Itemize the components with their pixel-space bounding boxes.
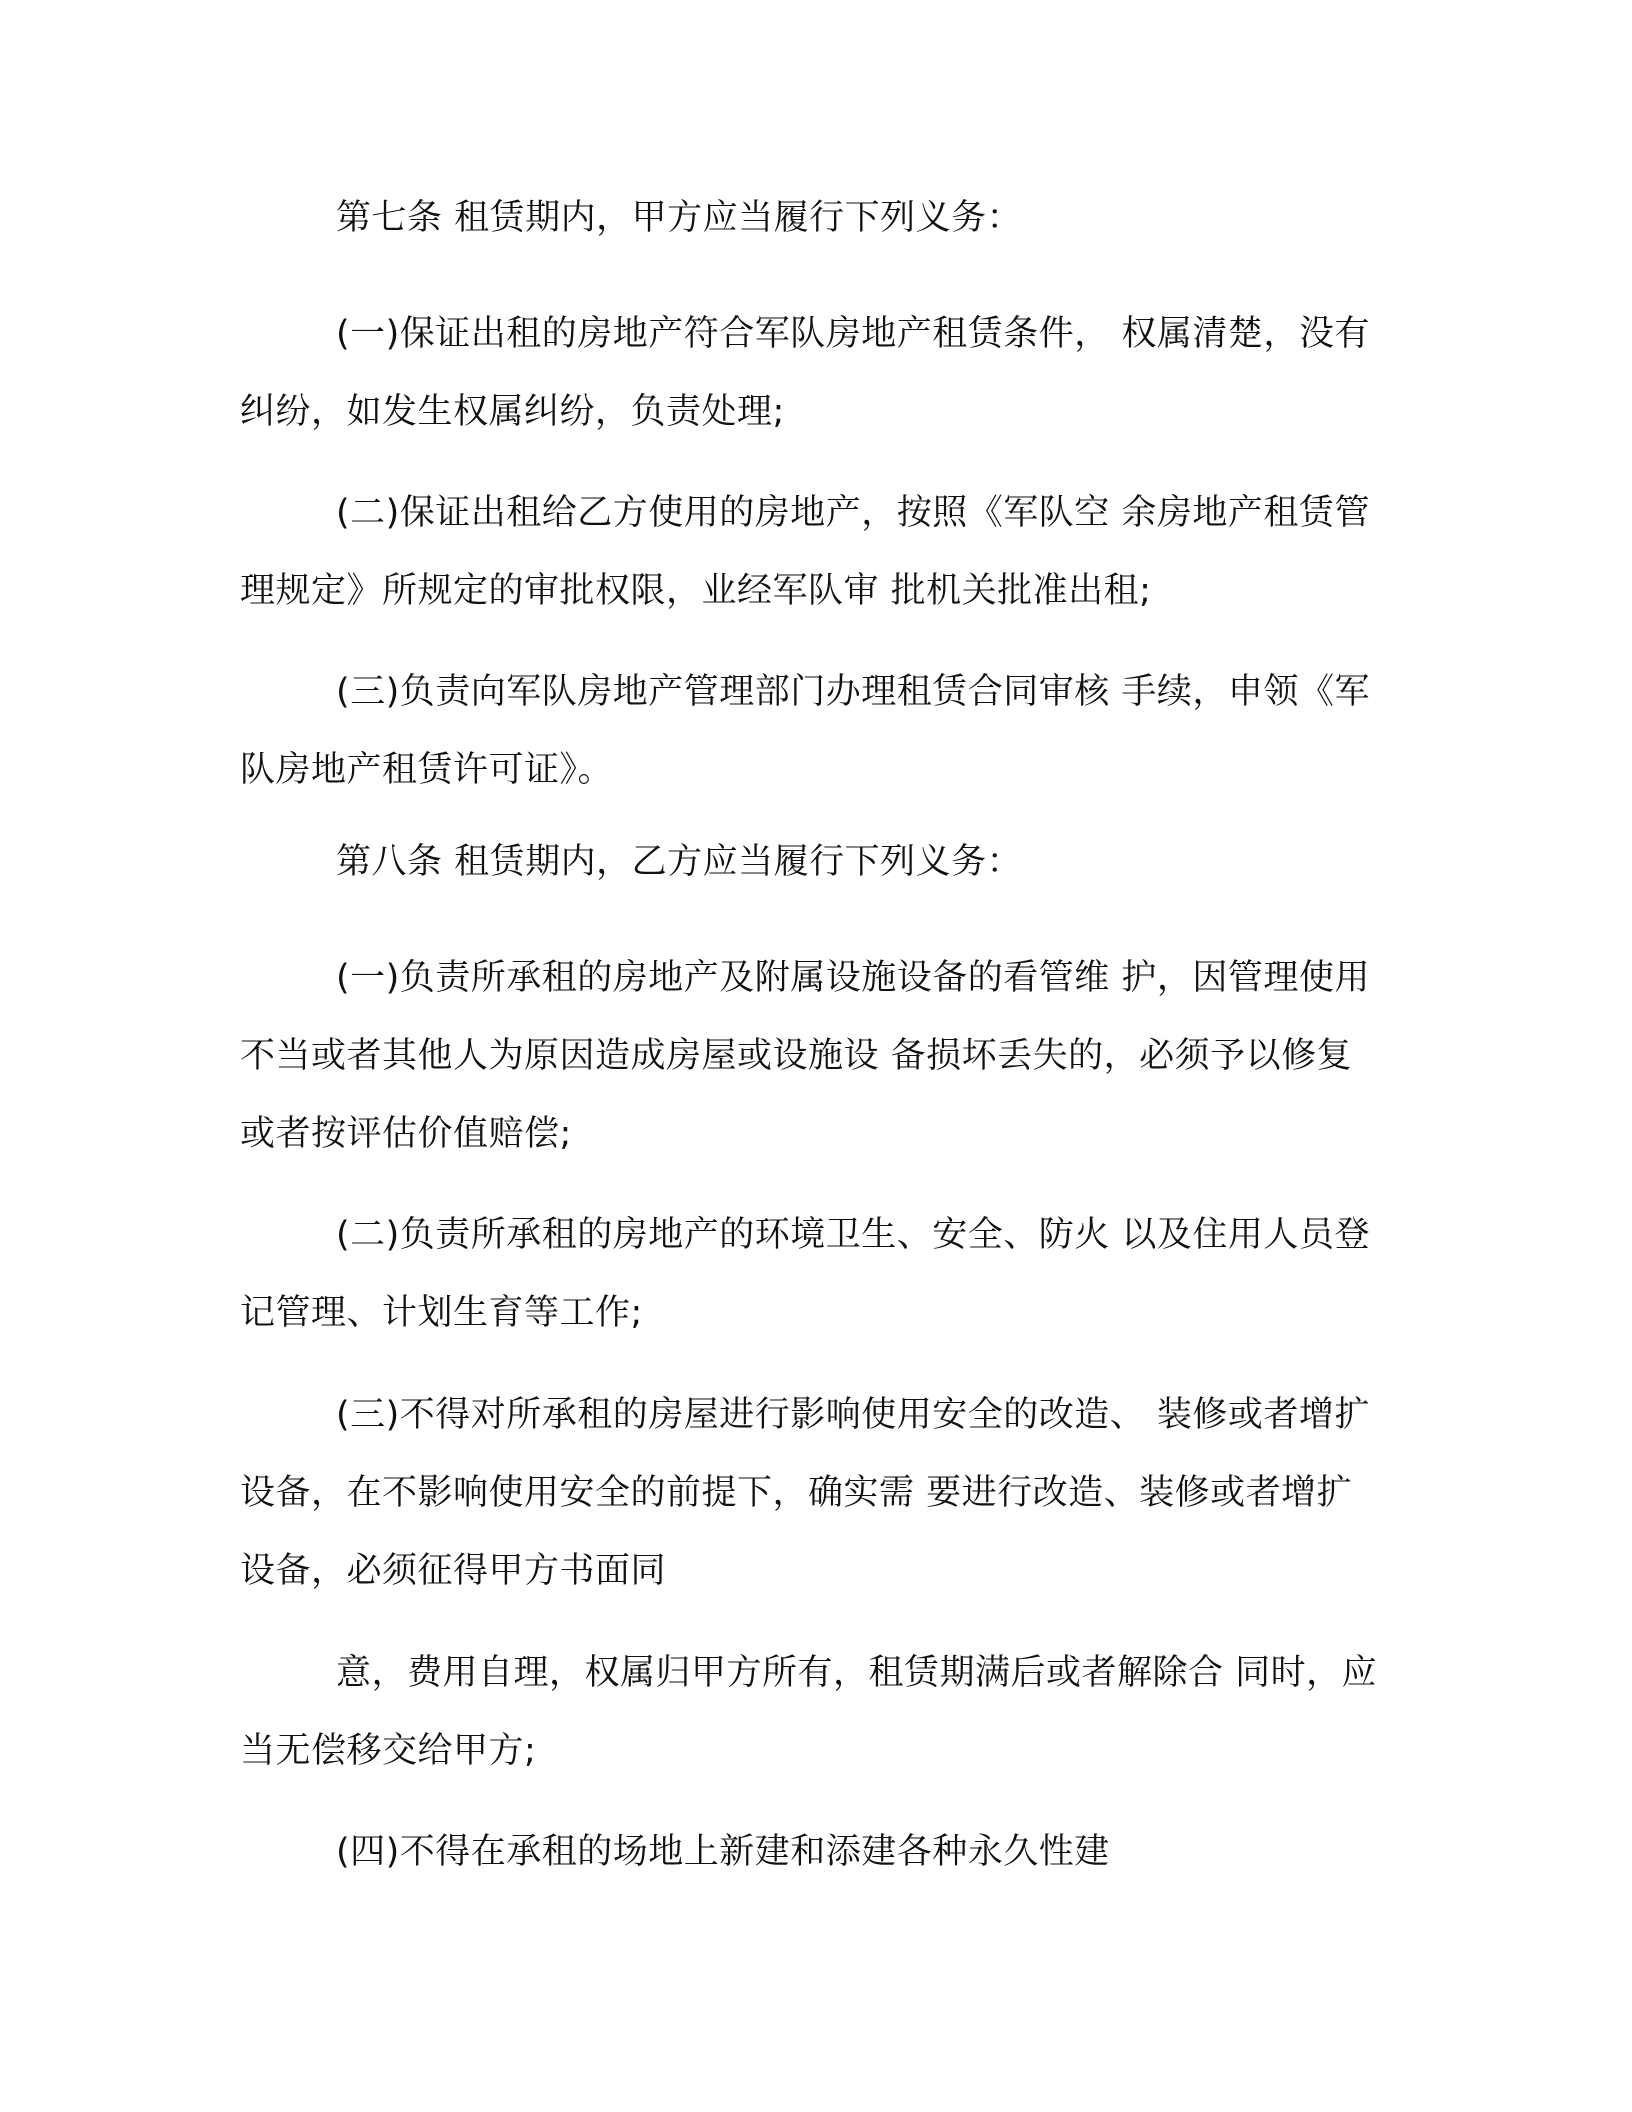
article-8-clause-3: (三)不得对所承租的房屋进行影响使用安全的改造、 装修或者增扩设备，在不影响使用安全的前提下，确实需 要进行改造、装修或者增扩设备，必须征得甲方书面同 [240, 1395, 1370, 1591]
article-7-clause-3: (三)负责向军队房地产管理部门办理租赁合同审核 手续，申领《军队房地产租赁许可证》。 [240, 672, 1370, 790]
article-8-clause-1: (一)负责所承租的房地产及附属设施设备的看管维 护，因管理使用不当或者其他人为原因造成房屋或设施设 备损坏丢失的，必须予以修复或者按评估价值赔偿; [240, 958, 1370, 1154]
article-7-heading: 第七条 租赁期内，甲方应当履行下列义务： [336, 198, 1023, 238]
article-8-clause-4: (四)不得在承租的场地上新建和添建各种永久性建 [336, 1832, 1110, 1872]
article-7-clause-1: (一)保证出租的房地产符合军队房地产租赁条件， 权属清楚，没有纠纷，如发生权属纠纷，负责处理; [240, 314, 1370, 432]
article-8-clause-3-cont: 意，费用自理，权属归甲方所有，租赁期满后或者解除合 同时，应当无偿移交给甲方; [240, 1653, 1378, 1771]
article-8-heading: 第八条 租赁期内，乙方应当履行下列义务： [336, 842, 1023, 882]
article-7-clause-2: (二)保证出租给乙方使用的房地产，按照《军队空 余房地产租赁管理规定》所规定的审批权限，业经军队审 批机关批准出租; [240, 493, 1370, 611]
article-8-clause-2: (二)负责所承租的房地产的环境卫生、安全、防火 以及住用人员登记管理、计划生育等工作; [240, 1215, 1370, 1333]
